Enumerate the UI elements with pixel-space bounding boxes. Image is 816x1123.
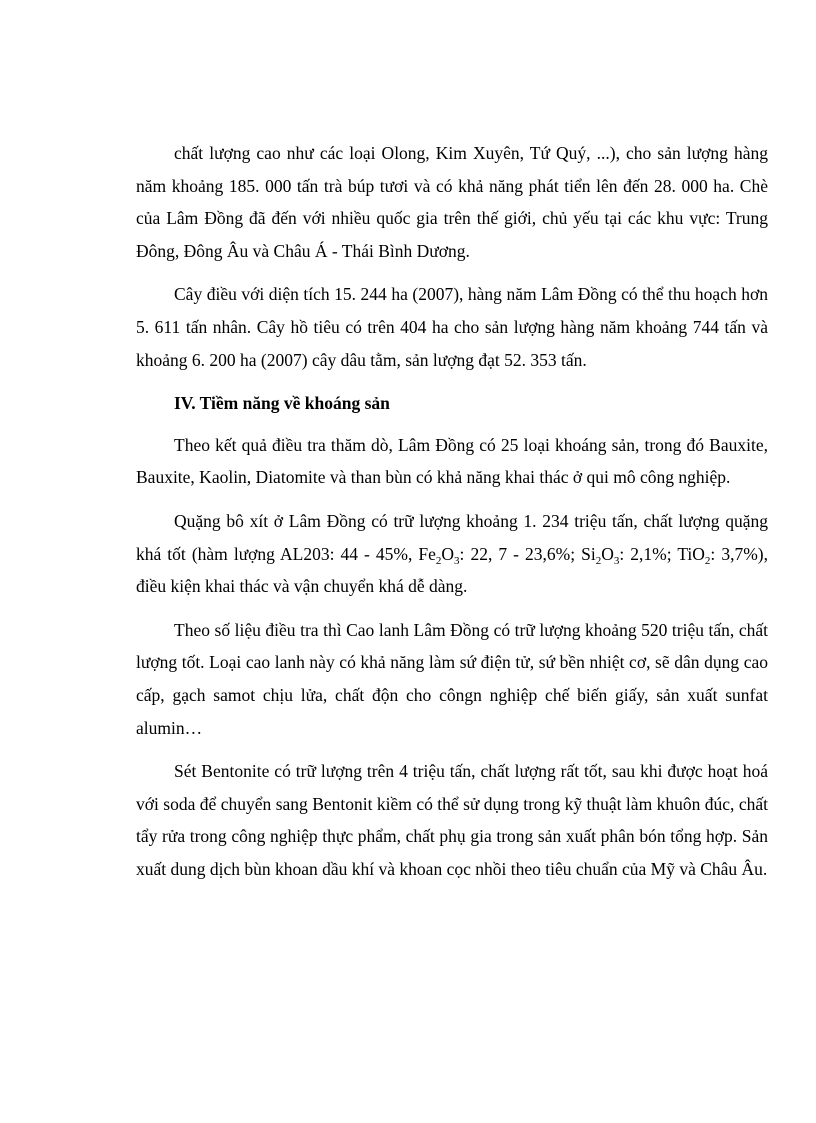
subscript: 2: [435, 554, 442, 567]
bauxite-text-d: O: [601, 543, 614, 564]
paragraph-cashew-pepper: Cây điều với diện tích 15. 244 ha (2007), hàng năm Lâm Đồng có thể thu hoạch hơn 5. 611 tấn nhân. Cây hồ tiêu có trên 404 ha cho sản lượng hàng năm khoảng 744 tấn và khoảng 6. 200 ha (2007) cây dâu tằm, sản lượng đạt 52. 353 tấn.: [136, 284, 768, 370]
bauxite-text-f: : 3,7%), điều kiện khai thác và vận chuyển khá dễ dàng.: [136, 543, 768, 597]
bauxite-text-b: O: [441, 543, 455, 564]
paragraph-mineral-survey: Theo kết quả điều tra thăm dò, Lâm Đồng có 25 loại khoáng sản, trong đó Bauxite, Bauxite, Kaolin, Diatomite và than bùn có khả năng khai thác ở qui mô công nghiệp.: [136, 434, 768, 488]
subscript: 2: [704, 554, 711, 567]
bauxite-text-c: : 22, 7 - 23,6%; Si: [459, 543, 596, 564]
subscript: 3: [454, 554, 460, 567]
paragraph-tea: chất lượng cao như các loại Olong, Kim Xuyên, Tứ Quý, ...), cho sản lượng hàng năm khoảng 185. 000 tấn trà búp tươi và có khả năng phát tiển lên đến 28. 000 ha. Chè của Lâm Đồng đã đến với nhiều quốc gia trên thế giới, chủ yếu tại các khu vực: Trung Đông, Đông Âu và Châu Á - Thái Bình Dương.: [136, 143, 768, 261]
subscript: 2: [595, 554, 602, 567]
section-heading-minerals: IV. Tiềm năng về khoáng sản: [174, 393, 390, 414]
paragraph-bauxite: [136, 505, 768, 603]
paragraph-bentonite: Sét Bentonite có trữ lượng trên 4 triệu tấn, chất lượng rất tốt, sau khi được hoạt hoá với soda để chuyển sang Bentonit kiềm có thể sử dụng trong kỹ thuật làm khuôn đúc, chất tẩy rửa trong công nghiệp thực phẩm, chất phụ gia trong sản xuất phân bón tổng hợp. Sản xuất dung dịch bùn khoan dầu khí và khoan cọc nhồi theo tiêu chuẩn của Mỹ và Châu Âu.: [136, 761, 768, 879]
document-page: [136, 137, 768, 885]
bauxite-text-a: Quặng bô xít ở Lâm Đồng có trữ lượng khoảng 1. 234 triệu tấn, chất lượng quặng khá tốt (hàm lượng AL203: 44 - 45%, Fe: [136, 510, 768, 564]
subscript: 3: [613, 554, 620, 567]
bauxite-text-e: : 2,1%; TiO: [619, 543, 705, 564]
paragraph-kaolin: Theo số liệu điều tra thì Cao lanh Lâm Đồng có trữ lượng khoảng 520 triệu tấn, chất lượng tốt. Loại cao lanh này có khả năng làm sứ điện tử, sứ bền nhiệt cơ, sẽ dân dụng cao cấp, gạch samot chịu lửa, chất độn cho côngn nghiệp chế biến giấy, sản xuất sunfat alumin…: [136, 619, 768, 738]
